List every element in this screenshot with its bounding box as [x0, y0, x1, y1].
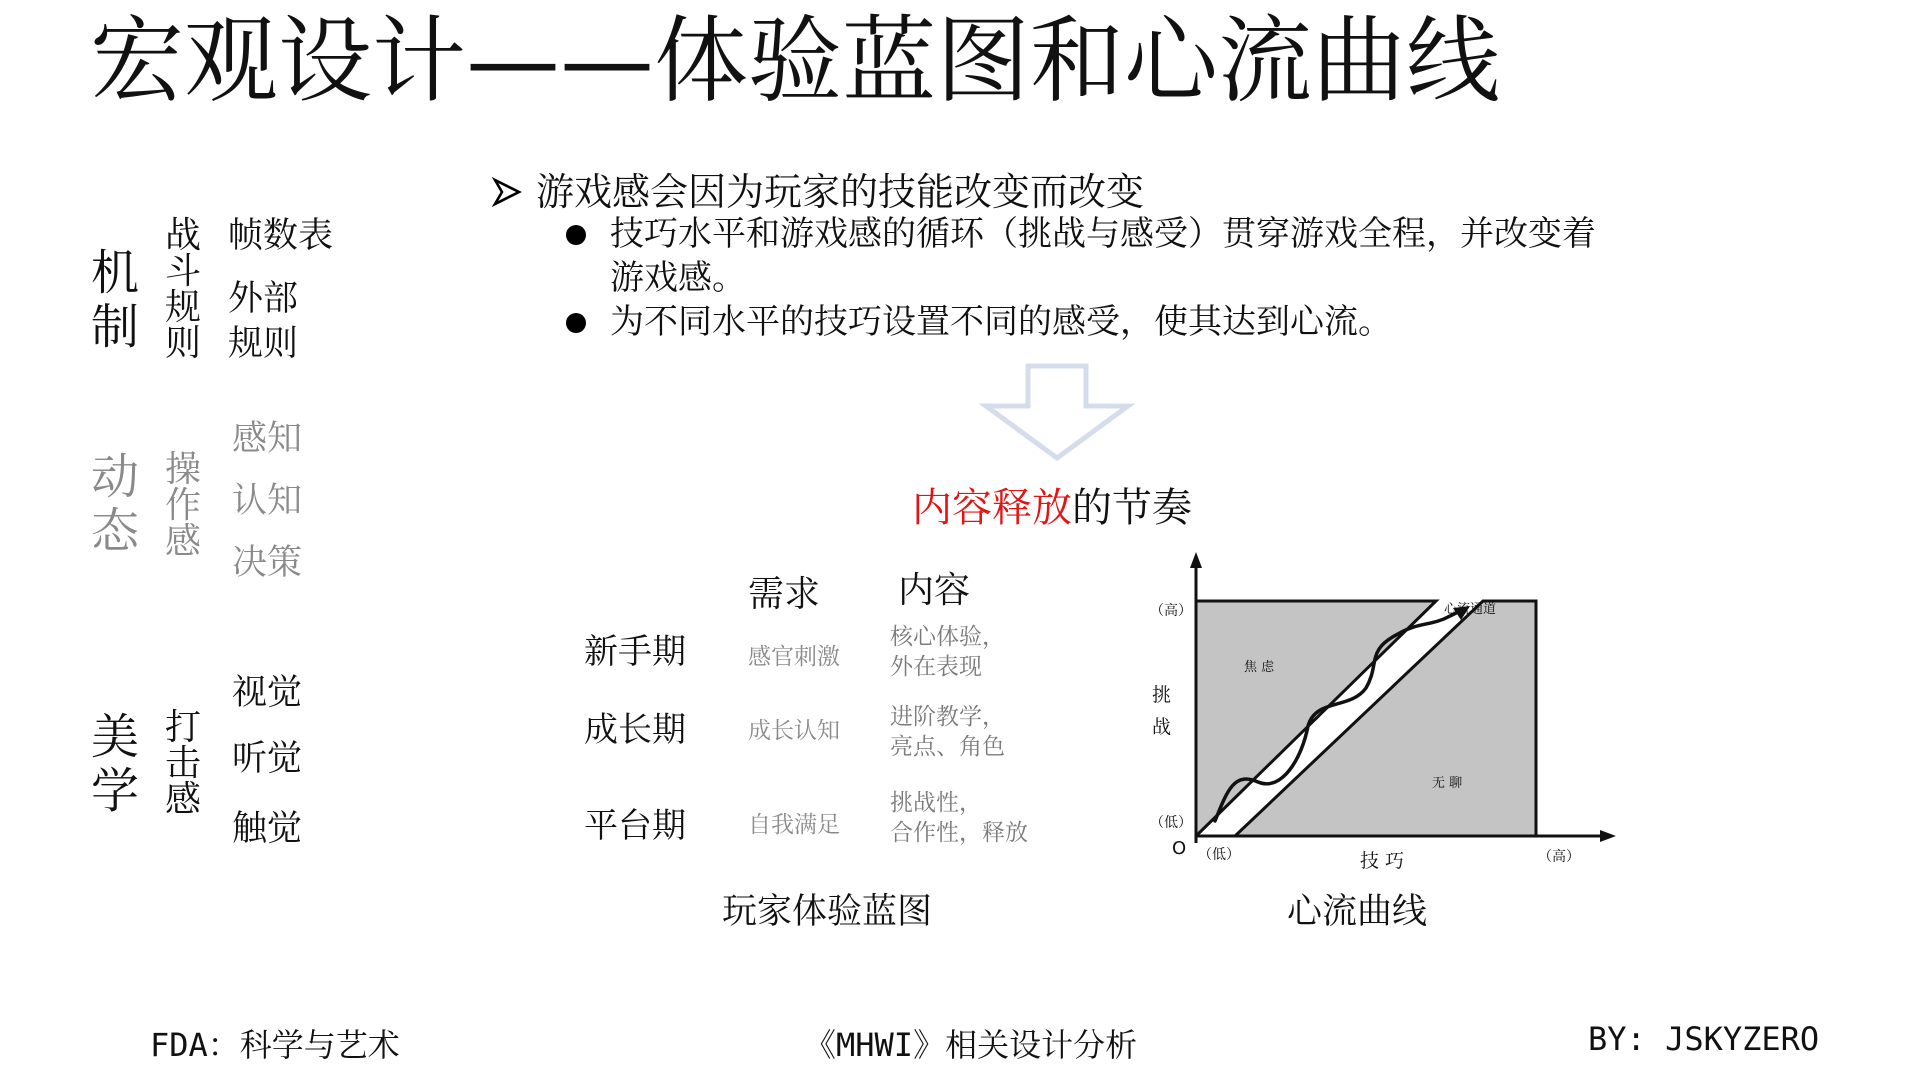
- category-mechanism: 机制: [90, 245, 139, 355]
- blueprint-content: [890, 622, 1060, 682]
- subcategory-hit-feel: 打击感: [164, 707, 201, 820]
- main-bullet-text: 游戏感会因为玩家的技能改变而改变: [536, 170, 1145, 214]
- sub-bullet-2: [566, 300, 1392, 344]
- rhythm-heading: [912, 476, 1192, 533]
- sub-bullet-1: [566, 212, 1596, 256]
- subcategory-combat-rules: 战斗规则: [164, 215, 201, 364]
- blueprint-need: 成长认知: [748, 718, 840, 744]
- blueprint-content: [890, 788, 1060, 848]
- flow-y-label-2: 战: [1152, 716, 1172, 738]
- item-haptic: 触觉: [232, 809, 303, 849]
- flow-channel-label: 心流通道: [1444, 602, 1497, 617]
- blueprint-content: [890, 702, 1060, 762]
- blueprint-content-line: 核心体验，: [890, 624, 1005, 650]
- flow-y-high: （高）: [1150, 603, 1192, 619]
- y-axis-arrow-icon: [1190, 552, 1202, 568]
- flow-y-label-1: 挑: [1152, 684, 1172, 706]
- blueprint-content-line: 亮点、角色: [890, 734, 1005, 760]
- flow-y-low: （低）: [1150, 815, 1192, 831]
- sub-bullet-1-cont: 游戏感。: [610, 258, 746, 298]
- blueprint-col-need: 需求: [748, 574, 821, 615]
- item-audio: 听觉: [232, 739, 303, 779]
- flow-caption: 心流曲线: [1287, 892, 1428, 932]
- footer-left: FDA：科学与艺术: [150, 1026, 400, 1064]
- blueprint-stage: 成长期: [584, 710, 686, 750]
- blueprint-col-content: 内容: [898, 570, 971, 611]
- sub-bullet-2-text: 为不同水平的技巧设置不同的感受，使其达到心流。: [610, 302, 1392, 342]
- bullet-dot-icon: [566, 225, 586, 245]
- rhythm-highlight: 内容释放: [912, 485, 1072, 531]
- item-visual: 视觉: [232, 673, 303, 713]
- rhythm-rest: 的节奏: [1072, 485, 1192, 531]
- bullet-dot-icon: [566, 313, 586, 333]
- item-rules: 规则: [228, 324, 299, 364]
- category-aesthetics: 美学: [90, 709, 139, 819]
- blueprint-need: 感官刺激: [748, 644, 840, 670]
- blueprint-need: 自我满足: [748, 812, 840, 838]
- flow-x-label: 技 巧: [1360, 850, 1405, 872]
- item-external: 外部: [228, 279, 299, 319]
- flow-channel-diagram: [1140, 550, 1620, 880]
- flow-x-low: （低）: [1198, 847, 1240, 863]
- category-dynamics: 动态: [90, 449, 139, 559]
- item-decision: 决策: [232, 543, 303, 583]
- blueprint-content-line: 合作性，释放: [890, 820, 1028, 846]
- blueprint-content-line: 外在表现: [890, 654, 982, 680]
- subcategory-control-feel: 操作感: [164, 449, 201, 562]
- flow-boredom-label: 无 聊: [1432, 776, 1463, 791]
- blueprint-caption: 玩家体验蓝图: [722, 892, 933, 932]
- down-arrow-icon: [978, 362, 1136, 462]
- x-axis-arrow-icon: [1600, 830, 1616, 842]
- item-cognition: 认知: [232, 481, 303, 521]
- flow-x-high: （高）: [1538, 849, 1580, 865]
- page-title: 宏观设计——体验蓝图和心流曲线: [90, 7, 1501, 116]
- blueprint-content-line: 进阶教学，: [890, 704, 1005, 730]
- footer-right: BY: JSKYZERO: [1588, 1020, 1820, 1058]
- blueprint-content-line: 挑战性，: [890, 790, 982, 816]
- blueprint-stage: 新手期: [584, 632, 686, 672]
- flow-anxiety-label: 焦 虑: [1244, 660, 1275, 675]
- arrow-bullet-icon: [492, 177, 522, 207]
- main-bullet: [492, 168, 1144, 216]
- sub-bullet-1-line1: 技巧水平和游戏感的循环（挑战与感受）贯穿游戏全程，并改变着: [610, 214, 1596, 254]
- blueprint-stage: 平台期: [584, 806, 686, 846]
- footer-center: 《MHWI》相关设计分析: [804, 1026, 1138, 1064]
- item-frame-table: 帧数表: [228, 216, 334, 256]
- flow-origin: O: [1172, 838, 1187, 859]
- item-perception: 感知: [232, 419, 303, 459]
